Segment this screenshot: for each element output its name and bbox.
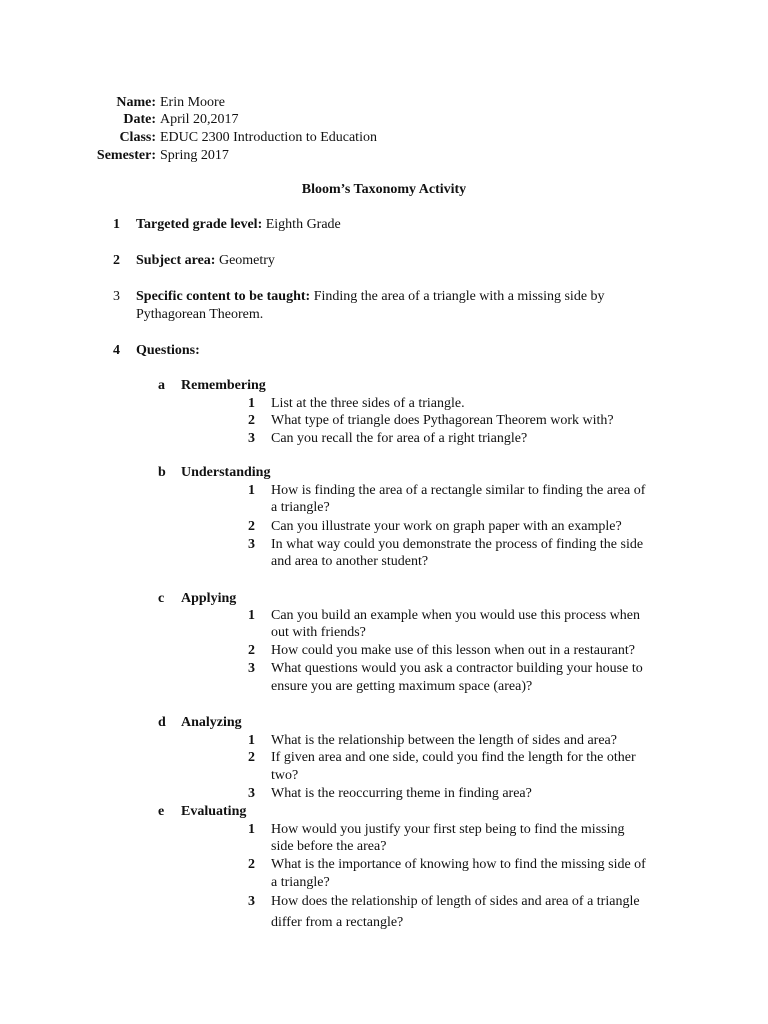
question-text: Can you recall the for area of a right triangle? [271, 431, 528, 446]
question-text-continued: side before the area? [271, 839, 387, 854]
question-text: Can you illustrate your work on graph paper with an example? [271, 519, 622, 534]
question-number: 2 [248, 413, 255, 428]
item-number: 4 [113, 343, 120, 358]
item-value: Geometry [218, 253, 275, 268]
question-text: How would you justify your first step being to find the missing [271, 822, 625, 837]
item-label: Subject area: [136, 253, 216, 268]
question-text: List at the three sides of a triangle. [271, 396, 465, 411]
question-number: 1 [248, 822, 255, 837]
section-heading-remembering: Remembering [181, 378, 266, 393]
item-grade-level [136, 216, 341, 234]
item-number: 2 [113, 253, 120, 268]
class-value: EDUC 2300 Introduction to Education [160, 130, 377, 145]
question-number: 1 [248, 396, 255, 411]
question-text: How is finding the area of a rectangle similar to finding the area of [271, 483, 646, 498]
question-number: 3 [248, 537, 255, 552]
item-questions-label: Questions: [136, 343, 200, 358]
question-number: 3 [248, 431, 255, 446]
item-specific-content [136, 288, 605, 306]
question-number: 1 [248, 608, 255, 623]
question-text-continued: a triangle? [271, 500, 330, 515]
question-text-continued: differ from a rectangle? [271, 915, 404, 930]
question-text: If given area and one side, could you find the length for the other [271, 750, 636, 765]
semester-label: Semester: [96, 148, 156, 163]
section-heading-applying: Applying [181, 591, 237, 606]
question-text: What is the relationship between the length of sides and area? [271, 733, 617, 748]
question-number: 2 [248, 643, 255, 658]
item-number: 1 [113, 217, 120, 232]
question-number: 1 [248, 483, 255, 498]
question-number: 3 [248, 786, 255, 801]
class-label: Class: [119, 130, 156, 145]
section-letter: d [158, 715, 166, 730]
question-number: 1 [248, 733, 255, 748]
question-text: In what way could you demonstrate the process of finding the side [271, 537, 644, 552]
item-subject-area [136, 252, 275, 270]
item-value: Eighth Grade [265, 217, 341, 232]
section-letter: b [158, 465, 166, 480]
section-heading-understanding: Understanding [181, 465, 271, 480]
section-letter: e [158, 804, 165, 819]
section-letter: c [158, 591, 165, 606]
question-text: Can you build an example when you would use this process when [271, 608, 640, 623]
section-heading-analyzing: Analyzing [181, 715, 242, 730]
question-text-continued: ensure you are getting maximum space (area)? [271, 679, 533, 694]
name-value: Erin Moore [160, 95, 225, 110]
question-text: What is the reoccurring theme in finding area? [271, 786, 532, 801]
question-text-continued: out with friends? [271, 625, 366, 640]
question-number: 2 [248, 857, 255, 872]
question-text-continued: a triangle? [271, 875, 330, 890]
section-letter: a [158, 378, 165, 393]
question-number: 3 [248, 661, 255, 676]
question-number: 2 [248, 519, 255, 534]
name-label: Name: [116, 95, 156, 110]
date-value: April 20,2017 [160, 112, 239, 127]
question-text: What type of triangle does Pythagorean Theorem work with? [271, 413, 614, 428]
question-text: What is the importance of knowing how to find the missing side of [271, 857, 646, 872]
item-label: Specific content to be taught: [136, 289, 311, 304]
question-text-continued: and area to another student? [271, 554, 429, 569]
page-title: Bloom’s Taxonomy Activity [301, 182, 467, 197]
item-value-continued: Pythagorean Theorem. [136, 307, 264, 322]
item-label: Targeted grade level: [136, 217, 263, 232]
item-number: 3 [113, 289, 120, 304]
question-number: 2 [248, 750, 255, 765]
question-text-continued: two? [271, 768, 299, 783]
question-text: How could you make use of this lesson when out in a restaurant? [271, 643, 635, 658]
question-text: What questions would you ask a contractor building your house to [271, 661, 643, 676]
date-label: Date: [123, 112, 156, 127]
item-value: Finding the area of a triangle with a missing side by [313, 289, 605, 304]
section-heading-evaluating: Evaluating [181, 804, 247, 819]
question-number: 3 [248, 894, 255, 909]
semester-value: Spring 2017 [160, 148, 229, 163]
question-text: How does the relationship of length of sides and area of a triangle [271, 894, 640, 909]
